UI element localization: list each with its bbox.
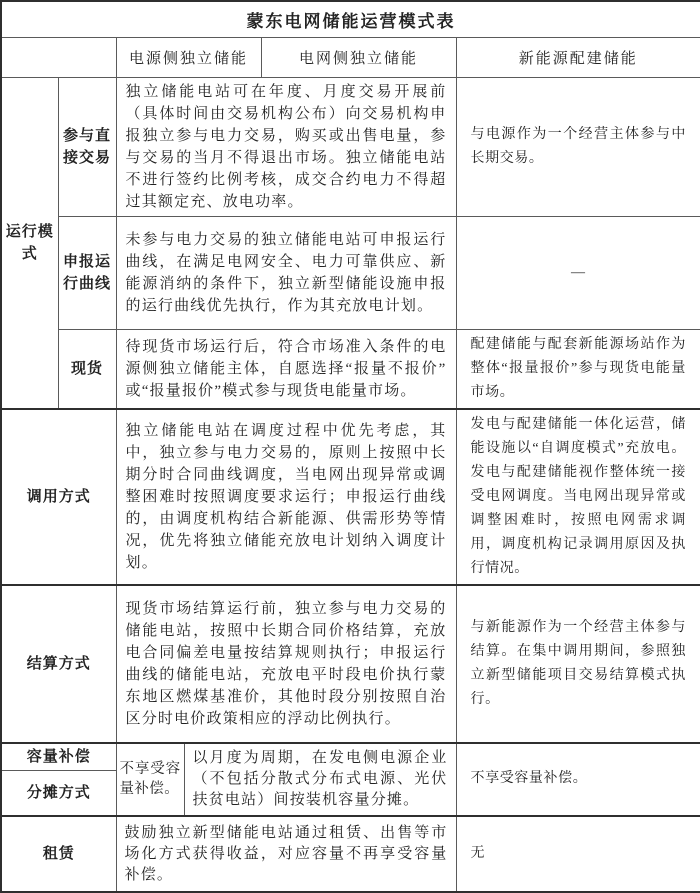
cell-direct-trading-independent: 独立储能电站可在年度、月度交易开展前（具体时间由交易机构公布）向交易机构申报独立参与电力交易，购买或出售电量，参与交易的当月不得退出市场。独立储能电站不进行签约比例考核，成交合约电力不得超过其额定充、放电功率。 [116, 77, 456, 216]
row-label-spot: 现货 [58, 329, 116, 409]
row-group-operation-mode: 运行模式 [1, 77, 58, 409]
cell-capacity-power-side: 不享受容量补偿。 [116, 743, 184, 817]
cell-capacity-renewable: 不享受容量补偿。 [456, 743, 700, 817]
row-label-dispatch: 调用方式 [1, 409, 116, 585]
row-label-settlement: 结算方式 [1, 585, 116, 743]
cell-dispatch-renewable: 发电与配建储能一体化运营，储能设施以“自调度模式”充放电。发电与配建储能视作整体统一接受电网调度。当电网出现异常或调整困难时，按照电网需求调用，调度机构记录调用原因及执行情况。 [456, 409, 700, 585]
cell-spot-independent: 待现货市场运行后，符合市场准入条件的电源侧独立储能主体，自愿选择“报量不报价”或“报量报价”模式参与现货电能量市场。 [116, 329, 456, 409]
cell-lease-renewable: 无 [456, 816, 700, 892]
row-label-declared-curve: 申报运行曲线 [58, 216, 116, 329]
cell-capacity-grid-side: 以月度为周期，在发电侧电源企业（不包括分散式分布式电源、光伏扶贫电站）间按装机容量分摊。 [184, 743, 456, 817]
cell-declared-curve-independent: 未参与电力交易的独立储能电站可申报运行曲线，在满足电网安全、电力可靠供应、新能源消纳的条件下，独立新型储能设施申报的运行曲线优先执行，作为其充放电计划。 [116, 216, 456, 329]
cell-dispatch-independent: 独立储能电站在调度过程中优先考虑，其中，独立参与电力交易的，原则上按照中长期分时合同曲线调度，当电网出现异常或调整困难时按照调度要求运行；申报运行曲线的，由调度机构结合新能源、供需形势等情况，优先将独立储能充放电计划纳入调度计划。 [116, 409, 456, 585]
corner-cell [1, 37, 116, 77]
cell-lease-independent: 鼓励独立新型储能电站通过租赁、出售等市场化方式获得收益，对应容量不再享受容量补偿。 [116, 816, 456, 892]
col-header-grid-side: 电网侧独立储能 [261, 37, 456, 77]
row-label-allocation: 分摊方式 [1, 770, 116, 816]
cell-spot-renewable: 配建储能与配套新能源场站作为整体“报量报价”参与现货电能量市场。 [456, 329, 700, 409]
cell-declared-curve-renewable: — [456, 216, 700, 329]
cell-direct-trading-renewable: 与电源作为一个经营主体参与中长期交易。 [456, 77, 700, 216]
cell-settlement-renewable: 与新能源作为一个经营主体参与结算。在集中调用期间，参照独立新型储能项目交易结算模式执行。 [456, 585, 700, 743]
row-label-direct-trading: 参与直接交易 [58, 77, 116, 216]
row-label-lease: 租赁 [1, 816, 116, 892]
col-header-power-side: 电源侧独立储能 [116, 37, 261, 77]
col-header-renewable: 新能源配建储能 [456, 37, 700, 77]
row-label-capacity-compensation: 容量补偿 [1, 743, 116, 771]
table-title: 蒙东电网储能运营模式表 [1, 1, 700, 37]
cell-settlement-independent: 现货市场结算运行前，独立参与电力交易的储能电站，按照中长期合同价格结算，充放电合同偏差电量按结算规则执行；申报运行曲线的储能电站，充放电平时段电价执行蒙东地区燃煤基准价，其他时段分别按照自治区分时电价政策相应的浮动比例执行。 [116, 585, 456, 743]
